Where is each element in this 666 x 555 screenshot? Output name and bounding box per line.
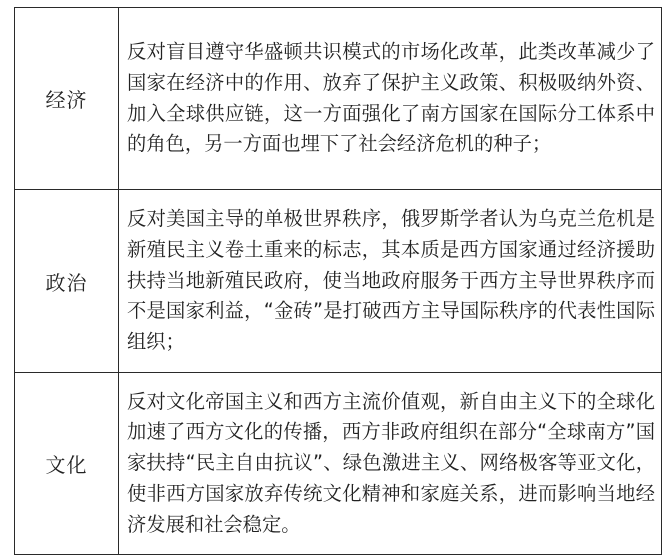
table-row-politics: [15, 190, 662, 373]
row-text-culture: 反对文化帝国主义和西方主流价值观，新自由主义下的全球化加速了西方文化的传播，西方非政府组织在部分“全球南方”国家扶持“民主自由抗议”、绿色激进主义、网络极客等亚文化，使非西方国家放弃传统文化精神和家庭关系，进而影响当地经济发展和社会稳定。: [119, 373, 662, 555]
table-row-economy: [15, 8, 662, 190]
row-label-economy: 经济: [15, 8, 119, 190]
row-label-culture: 文化: [15, 373, 119, 555]
comparison-table: [14, 7, 662, 555]
table-row-culture: [15, 373, 662, 555]
row-text-economy: 反对盲目遵守华盛顿共识模式的市场化改革，此类改革减少了国家在经济中的作用、放弃了保护主义政策、积极吸纳外资、加入全球供应链，这一方面强化了南方国家在国际分工体系中的角色，另一方面也埋下了社会经济危机的种子；: [119, 8, 662, 190]
row-text-politics: 反对美国主导的单极世界秩序，俄罗斯学者认为乌克兰危机是新殖民主义卷土重来的标志，其本质是西方国家通过经济援助扶持当地新殖民政府，使当地政府服务于西方主导世界秩序而不是国家利益，“金砖”是打破西方主导国际秩序的代表性国际组织；: [119, 190, 662, 373]
row-label-politics: 政治: [15, 190, 119, 373]
